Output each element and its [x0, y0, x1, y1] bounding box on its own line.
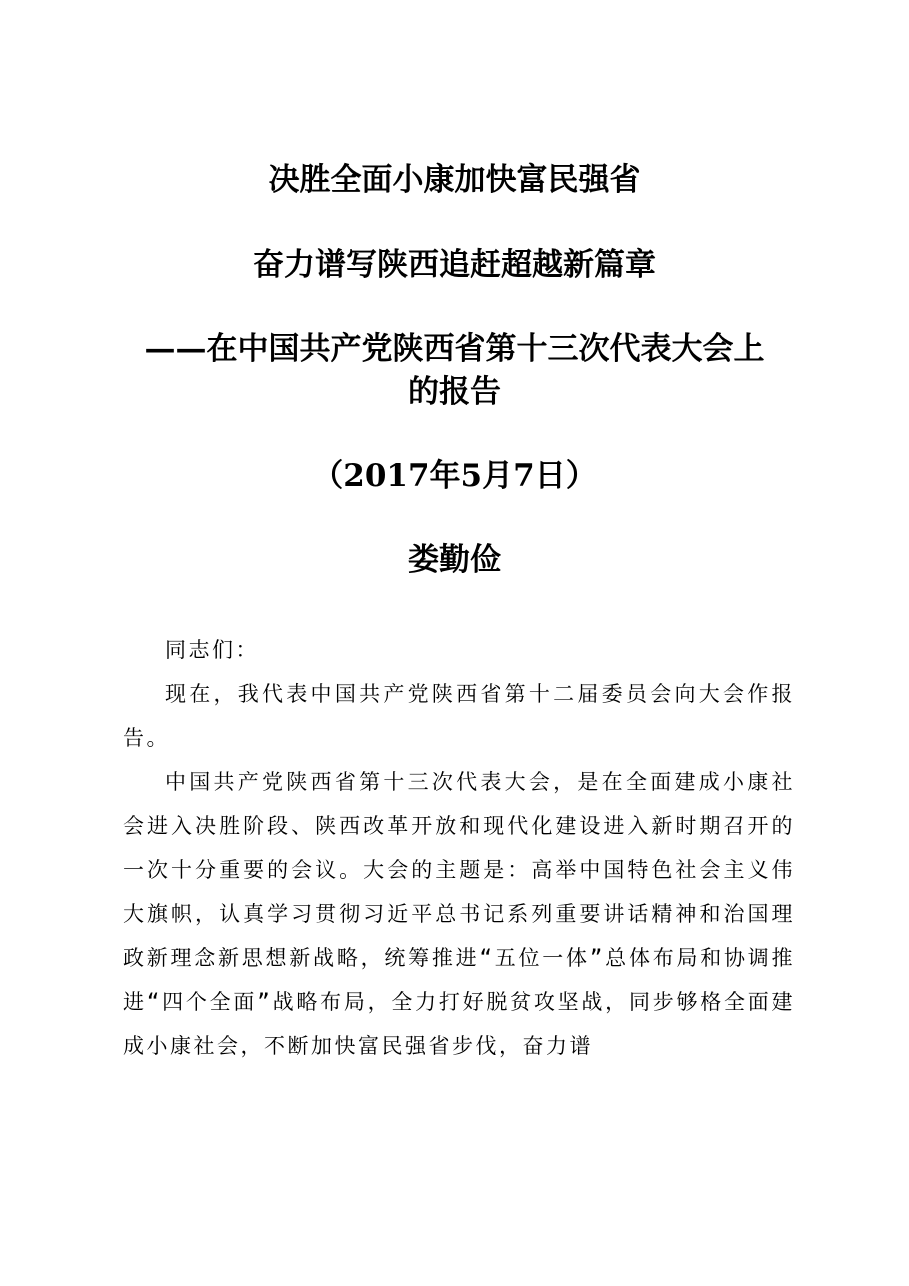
document-subtitle-line-2: 的报告 [408, 374, 501, 410]
document-author: 娄勤俭 [408, 542, 501, 578]
salutation: 同志们： [165, 638, 259, 662]
document-body [123, 628, 795, 1068]
title-block [0, 158, 909, 582]
paragraph-2: 中国共产党陕西省第十三次代表大会，是在全面建成小康社会进入决胜阶段、陕西改革开放和现代化建设进入新时期召开的一次十分重要的会议。大会的主题是：高举中国特色社会主义伟大旗帜，认真学习贯彻习近平总书记系列重要讲话精神和治国理政新理念新思想新战略，统筹推进“五位一体”总体布局和协调推进“四个全面”战略布局，全力打好脱贫攻坚战，同步够格全面建成小康社会，不断加快富民强省步伐，奋力谱 [123, 770, 795, 1058]
document-subtitle-line-1: ——在中国共产党陕西省第十三次代表大会上 [144, 331, 765, 367]
document-title-line-2: 奋力谱写陕西追赶超越新篇章 [253, 247, 656, 283]
paragraph-1: 现在，我代表中国共产党陕西省第十二届委员会向大会作报告。 [123, 682, 795, 750]
document-title-line-1: 决胜全面小康加快富民强省 [268, 162, 641, 198]
document-date: （2017年5月7日） [312, 458, 597, 494]
